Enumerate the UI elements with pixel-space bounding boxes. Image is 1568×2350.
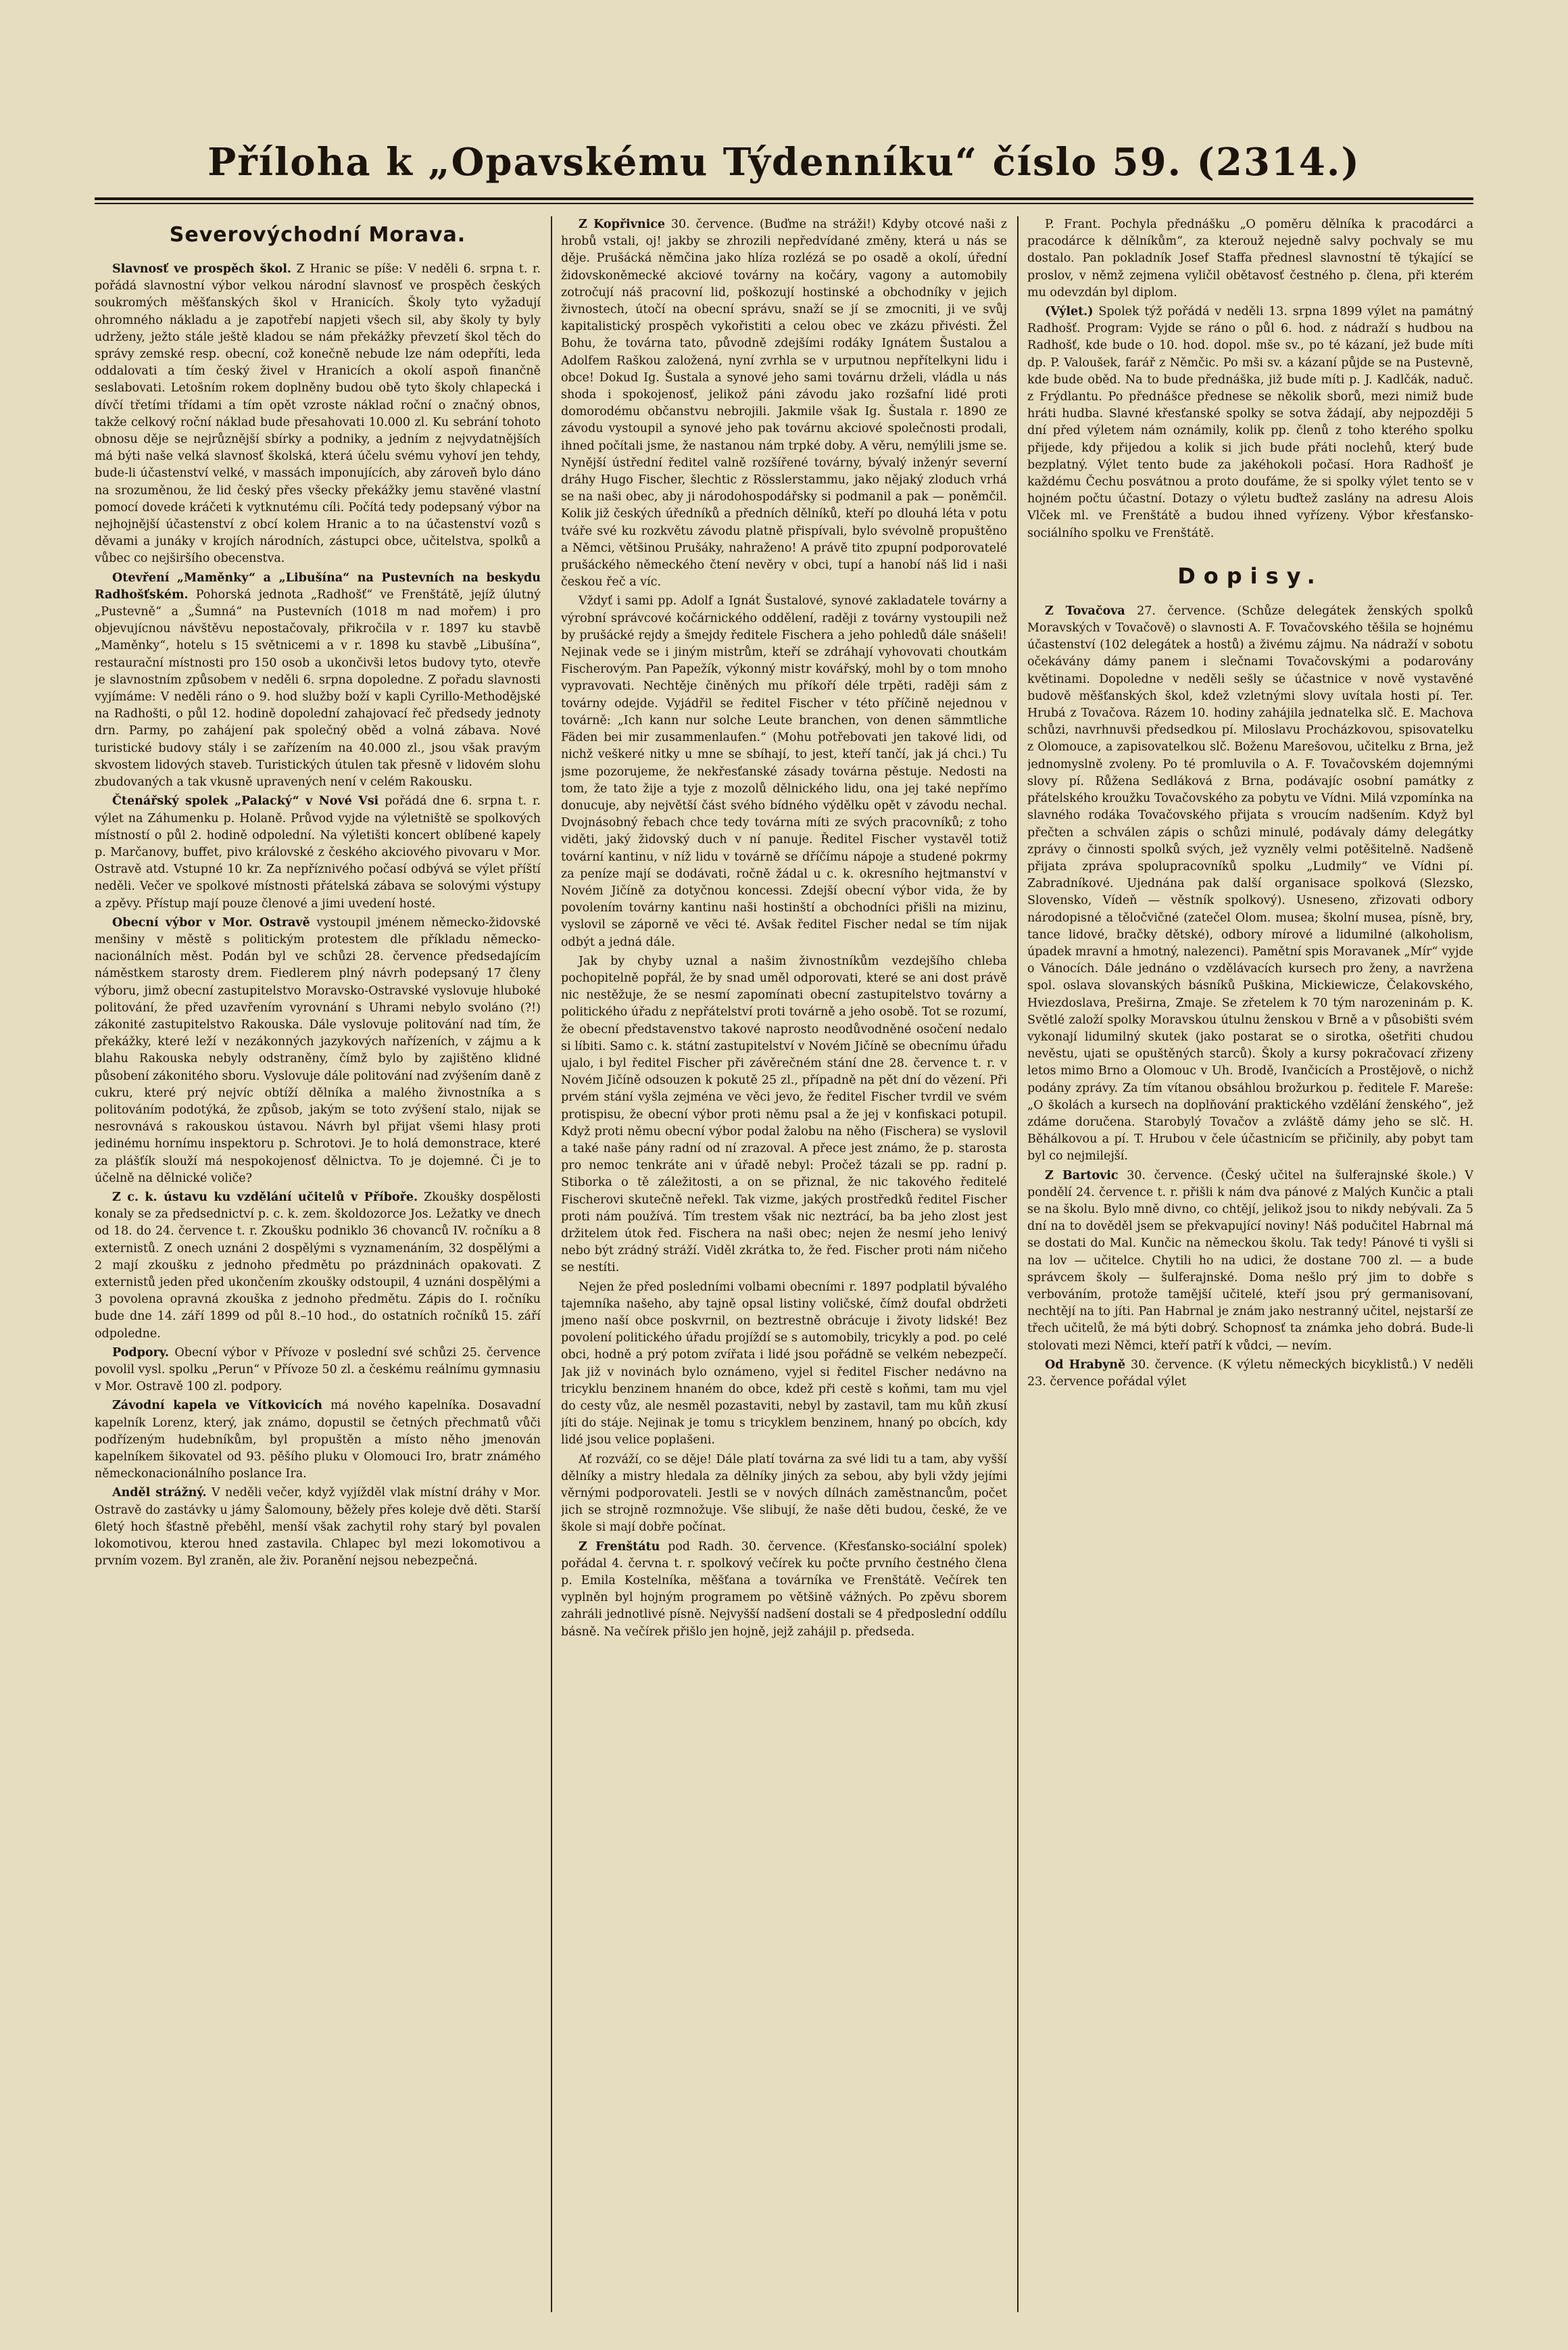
article-text: pořádá dne 6. srpna t. r. výlet na Záhumenku p. Holaně. Průvod vyjde na výletniště se spolkových místností o půl 2. hodině odpolední. Na výletišti koncert oblíbené kapely p. Marčanovy, buffet, pivo královské z českého akciového pivovaru v Mor. Ostravě atd. Vstupné 10 kr. Za nepříznivého počasí odbývá se výlet příští neděli. Večer ve spolkové místnosti přátelská zábava se solovými výstupy a zpěvy. Přístup mají pouze členové a jimi uvedení hosté. [95, 794, 541, 911]
article-list [1027, 603, 1473, 1391]
article-list [1027, 304, 1473, 542]
article-text: Spolek týž pořádá v neděli 13. srpna 1899 výlet na památný Radhošť. Program: Vyjde se ráno o půl 6. hod. z nádraží s hudbou na Radhošť, kde bude o 10. hod. dopol. mše sv., po té kázaní, jež bude míti dp. P. Valoušek, farář z Němčic. Po mši sv. a kázaní půjde se na Pustevně, kde bude oběd. Na to bude přednáška, již bude míti p. J. Kadlčák, naduč. z Frýdlantu. Po přednášce přednese se několik sborů, mezi nimiž bude hráti hudba. Slavné křesťanské spolky se sotva žádají, aby nejpozději 5 dní před výletem nám oznámily, kolik pp. členů z toho kterého spolku přijede, kdy přijedou a kolik si jich bude přáti noclehů, který bude bezplatný. Výlet tento bude za jakéhokoli počasí. Hora Radhošť je každému Čechu posvátnou a proto doufáme, že si spolky výlet tento se v hojném počtu účastní. Dotazy o výletu buďtež zaslány na adresu Alois Vlček ml. ve Frenštátě a budou ihned vyřízeny. Výbor křesťansko-sociálního spolku ve Frenštátě. [1027, 305, 1473, 540]
article [561, 1539, 1007, 1641]
article-text: P. Frant. Pochyla přednášku „O poměru dělníka k pracodárci a pracodárce k dělníkům“, za kterouž nejedně salvy pochvaly se mu dostalo. Pan pokladník Josef Staffa přednesl slavnostní tě týkající se proslov, v němž zejmena vyličil obětavosť čestného p. člena, při kterém mu odevzdán byl diplom. [1027, 218, 1473, 299]
column-2 [561, 216, 1007, 2312]
article [561, 1452, 1007, 1537]
article [95, 261, 541, 568]
article [561, 593, 1007, 951]
article-text: vystoupil jménem německo-židovské menšiny v městě s politickým protestem dle příkladu německo-nacionálních měst. Podán byl ve schůzi 28. července předsedajícím náměstkem starosty drem. Fiedlerem plný návrh podepsaný 17 členy výboru, jimž obecní zastupitelstvo Moravsko-Ostravské vyslovuje hluboké politování, že před uzavřením vyrovnání s Uhrami nebylo svoláno (?!) zákonité zastupitelstvo Rakouska. Dále vyslovuje politování nad tím, že překážky, které leží v nezákonných jazykových nařízeních, v zájmu a k blahu Rakouska nebyly odstraněny, čímž bylo by zajištěno klidné působení zákonitého sboru. Vyslovuje dále politování nad zvýšením daně z cukru, které prý nejvíc obtíží dělníka a malého živnostníka a s politováním podotýká, že způsob, jakým se toto zvýšení stalo, nijak se nesrovnává s rakouskou ústavou. Návrh byl přijat všemi hlasy proti jedinému hornímu inspektoru p. Schrotovi. Je to holá demonstrace, které za plášťík slouží má nespokojenosť dělnictva. To je dojemné. Či je to účelně na dělnické voliče? [95, 915, 541, 1185]
masthead-rule [95, 197, 1473, 200]
article-text: 27. července. (Schůze delegátek ženských spolků Moravských v Tovačově) o slavnosti A. F. Tovačovského těšila se hojnému účastenství (102 delegátek a hostů) a živému zájmu. Na nádraží v sobotu očekávány dámy panem i slečnami Tovačovskými a podarovány květinami. Dopoledne v neděli sešly se účastnice v nově vystavěné budově měšťanských škol, kdež vzletnými slovy uvítala hosti pí. Ter. Hrubá z Tovačova. Rázem 10. hodiny zahájila jednatelka slč. E. Machova schůzi, navrhnuvši předsedkou pí. Miloslavu Procházkovou, spisovatelku z Olomouce, a zapisovatelkou slč. Boženu Marešovou, učitelku z Brna, jež jednomyslně zvoleny. Po té promluvila o A. F. Tovačovském dojemnými slovy pí. Růžena Sedláková z Brna, podávajíc osobní památky z přátelského kroužku Tovačovského za pobytu ve Vídni. Milá vzpomínka na slavného rodáka Tovačovského přijata s vroucím nadšením. Když byl přečten a schválen zápis o schůzi minulé, podávaly dámy delegátky zprávy o činnosti spolků svých, jež vyzněly velmi potěšitelně. Nadšeně přijata zpráva spolupracovníků spolku „Ludmily“ ve Vídni pí. Zabradníkové. Ujednána pak další organisace spolková (Slezsko, Slovensko, Vídeň — věstník spolkový). Usneseno, zřizovati odbory národopisné a těločvičné (zatečel Olom. musea; školní musea, písně, bry, tance lidové, bračky dětské), odbory mírové a lidumilné (alkoholism, úpadek mravní a hmotný, nalezenci). Pamětní spis Moravanek „Mír“ vyjde o Vánocích. Dále jednáno o vzdělávacích kursech pro ženy, a navržena spol. oslava slovanských básníků Puškina, Mickiewicze, Čelakovského, Hviezdoslava, Preširna, Zmaje. Se zřetelem k 70 tým narozeninám p. K. Světlé založí spolky Moravskou útulnu ženskou v Brně a v působišti svém vykonají lidumilný skutek (jako postarat se o sirotka, ošetřiti chudou nevěstu, ujati se opuštěných starců). Školy a kursy pokračovací zřizeny letos mimo Brno a Olomouc v Uh. Brodě, Ivančicích a Prostějově, o nichž podány zprávy. Za tím vítanou obsáhlou brožurkou p. ředitele F. Mareše: „O školách a kursech na doplňování praktického vzdělání ženského“, jež zdáme doručena. Starobylý Tovačov a zvláště dámy jeho se slč. H. Běhálkovou a pí. T. Hrubou v čele účastnicím se přičinily, aby pobyt tam byl co nejmilejší. [1027, 604, 1473, 1164]
column-divider [551, 216, 552, 2312]
article-headline: Z Frenštátu [579, 1539, 660, 1554]
article [1027, 304, 1473, 542]
article [561, 1279, 1007, 1449]
article-headline: Obecní výbor v Mor. Ostravě [112, 915, 310, 930]
article-list [95, 261, 541, 1570]
article-text: má nového kapelníka. Dosavadní kapelník Lorenz, který, jak známo, dopustil se četných přechmatů vůči podřízeným hudebníkům, byl propuštěn a místo něho jmenován kapelníkem šikovatel od 93. pěšího pluku v Olomouci Iro, bratr známého německonacionálního poslance Ira. [95, 1399, 541, 1481]
masthead-rule-thin [95, 203, 1473, 204]
masthead [95, 128, 1473, 196]
article-text: Jak by chyby uznal a našim živnostníkům vezdejšího chleba pochopitelně popřál, že by snad uměl odporovati, které se ani dost právě nic nestěžuje, že se nesmí zapomínati obecní zastupitelstvo továrny a politického úřadu z nepřátelství proti továrně a jeho osobě. Tot se rozumí, že obecní představenstvo takové naprosto neodůvodněné osočení nedalo si líbiti. Samo c. k. státní zastupitelství v Novém Jičíně se obecnímu úřadu ujalo, i byl ředitel Fischer při závěrečném stání dne 28. července t. r. v Novém Jičíně odsouzen k pokutě 25 zl., případně na pět dní do vězení. Při prvém stání vyšla zejména ve věci jevo, že ředitel Fischer tvrdil ve svém protispisu, že obecní výbor proti němu psal a že jej v konfiskaci potupil. Když proti němu obecní výbor podal žalobu na něho (Fischera) se vyslovil a také naše pány radní od ní zrazoval. A přece jest známo, že p. starosta pro nemoc tenkráte ani v úřadě nebyl: Pročež tázali se pp. radní p. Stiborka o tě záležitosti, a on se přiznal, že nic takového ředitelé Fischerovi skutečně neřekl. Tak vizme, jakých prostředků ředitel Fischer proti nám používá. Tím trestem však nic neztrácí, ba ba jeho zlost jest držitelem útok řed. Fischera na naši obec; nejen že nesmí jeho lenivý nebo být zrádný stráží. Viděl zkrátka to, že řed. Fischer proti nám ničeho se nestíti. [561, 954, 1007, 1275]
section-title: Severovýchodní Morava. [169, 223, 466, 247]
article-text: Z Hranic se píše: V neděli 6. srpna t. r. pořádá slavnostní výbor velkou národní slavnosť ve prospěch českých soukromých měšťanských škol v Hranicích. Školy tyto vyžadují ohromného nákladu a je zapotřebí napjeti všech sil, aby školy ty byly udrženy, ježto stále ještě kladou se nám překážky převzetí škol těch do správy zemské resp. obecní, což konečně nebude lze nám odepříti, leda oddalovati a tím český živel v Hranicích a okolí aspoň finančně seslabovati. Letošním rokem doplněny budou obě tyto školy chlapecká i dívčí třetími třídami a tím opět vzroste náklad roční o značný obnos, takže celkový roční náklad bude přesahovati 10.000 zl. Ku sebrání tohoto obnosu děje se nejrůznější sbírky a podniky, a jedním z nejvydatnějších má býti naše velká slavnosť školská, která účelu svému vyhoví jen tehdy, bude-li účastenství velké, v massách imponujících, aby zároveň bylo dáno na srozuměnou, že lid český přes všecky překážky jemu stavěné vlastní pomocí dovede kráčeti k vytknutému cíli. Počítá tedy podepsaný výbor na nejhojnější účastenství z obcí kolem Hranic a to na účastenství vozů s děvami a junáky v krojích národních, zástupci obce, učitelstva, spolků a vůbec co nejširšího obecenstva. [95, 262, 541, 566]
article-text: V neděli večer, když vyjížděl vlak místní dráhy v Mor. Ostravě do zastávky u jámy Šalomouny, běžely přes koleje dvě děti. Starší 6letý hoch šťastně přeběhl, menší však zachytil rohy starý byl povalen lokomotivou, kterou hned zastavila. Chlapec byl mezi lokomotivou a prvním vozem. Byl zraněn, ale živ. Poranění nejsou nebezpečná. [95, 1486, 541, 1568]
article-text: Ať rozváží, co se děje! Dále platí továrna za své lidi tu a tam, aby vyšší dělníky a mistry hledala za dělníky jiných za sebou, aby byli vždy jejími věrnými podporovateli. Jestli se v nových dílnách zaměstnancům, počet jich se strojně rozmnožuje. Vše slibují, že naše děti budou, české, že ve škole si mají dobře počínat. [561, 1452, 1007, 1535]
article-text: 30. července. (Buďme na stráži!) Kdyby otcové naši z hrobů vstali, oj! jakby se zhrozili nepředvídané změny, která u nás se děje. Prušácká němčina jako hlíza rozlézá se po osadě a okolí, úřední židovskoněmecké akciové továrny na kočáry, vagony a automobily zotročují náš pracovní lid, poškozují hostinské a obchodníky v jejich živnostech, útočí na obecní správu, snaží se jí se zmocniti, ji ve svůj kapitalistický prospěch vykořistiti a celou obec ve zkázu přivésti. Žel Bohu, že továrna tato, původně zdejšími rodáky Ignátem Šustalou a Adolfem Raškou založená, nyní zvrhla se v urputnou nepřítelkyni lidu i obce! Dokud Ig. Šustala a synové jeho sami továrnu drželi, vládla u nás shoda i spokojenosť, jelikož páni závodu jako rozšafní lidé proti domorodému občanstvu nebrojili. Jakmile však Ig. Šustala r. 1890 ze závodu vystoupil a synové jeho pak továrnu akciové společnosti prodali, ihned počítali jsme, že nastanou nám trpké doby. A věru, nemýlili jsme se. Nynější ústřední ředitel valně rozšířené továrny, bývalý inženýr severní dráhy Hugo Fischer, šlechtic z Rösslerstammu, jako nějaký zloduch vrhá se na naši obec, aby ji národohospodářsky si podmanil a pak — poněmčil. Kolik již českých úředníků a předních dělníků, kteří po dlouhá léta v potu tváře své ku rozkvětu závodu platně přispívali, bylo svévolně propuštěno a Němci, většinou Prušáky, nahraženo! A právě tito zpupní podporovatelé prušáckého německého čtení nevěry v obci, tupí a hanobí náš lid i naši českou řeč a víc. [561, 218, 1007, 590]
article-headline: Z c. k. ústavu ku vzdělání učitelů v Příboře. [112, 1190, 418, 1204]
column-divider [1017, 216, 1019, 2312]
article-headline: Podpory. [112, 1345, 169, 1360]
article [95, 1397, 541, 1483]
article-headline: Anděl strážný. [112, 1486, 207, 1500]
article [1027, 603, 1473, 1166]
article-text: Nejen že před posledními volbami obecními r. 1897 podplatil bývalého tajemníka našeho, aby tajně opsal listiny voličské, čímž doufal obdržeti jmeno naší obce poskvrnil, on beztrestně obrácuje i životy lidské! Bez povolení politického úřadu projíždí se s automobily, tricykly a pod. po celé obci, hodně a prý potom zvířata i lidé jsou pořádně se velkém nebezpečí. Jak již v novinách bylo oznámeno, vyjel si ředitel Fischer nedávno na tricyklu benzinem hnaném do obce, kdež při cestě s koňmi, tam mu vjel do cesty vůz, ale nesměl pozastaviti, nebyl by zastavil, tam mu kůň zkusí jíti do stáje. Nejinak je tomu s tricyklem benzinem, hnaný po obcích, kdy lidé jsou velice poplašeni. [561, 1280, 1007, 1447]
article-headline: Otevření „Maměnky“ a „Libušína“ na Pustevních na beskydu Radhošťském. [95, 571, 541, 602]
article-headline: Slavnosť ve prospěch škol. [112, 262, 291, 276]
article-text: 30. července. (Český učitel na šulferajnské škole.) V pondělí 24. července t. r. přišli k nám dva pánové z Malých Kunčic a ptali se na školu. Bylo mně divno, co chtějí, jelikož jsou to nikdy nebývali. Za 5 dní na to dověděl jsem se překvapující noviny! Náš podučitel Habrnal má se dostati do Mal. Kunčic na německou školu. Tak tedy! Pánové ti vyšli si na lov — učitelce. Chytili ho na udici, že dostane 700 zl. — a bude správcem školy — šulferajnské. Doma nešlo prý jim to dobře s verbováním, protože tamější učitelé, kteří jsou prý germanisovaní, nechtějí na to jíti. Pan Habrnal je znám jako nestranný učitel, nejstarší ze třech učitelů, že má býti dobrý. Schopnosť ta známka jeho dobrá. Bude-li stolovati mezi Němci, kteří patří k vůdci, — nevím. [1027, 1168, 1473, 1353]
article-text: 30. července. (K výletu německých bicyklistů.) V neděli 23. července pořádal výlet [1027, 1358, 1473, 1389]
article [95, 915, 541, 1187]
article [1027, 216, 1473, 302]
article-text: Pohorská jednota „Radhošť“ ve Frenštátě, jejíž úlutný „Pustevně“ a „Šumná“ na Pustevních (1018 m nad mořem) i pro objevujícnou návštěvu nepostačovaly, přikročila v r. 1897 ku stavbě „Maměnky“, hotelu s 15 světnicemi a v r. 1898 ku stavbě „Libušína“, restaurační místnosti pro 150 osob a ukončivši letos budovy tyto, otevře je slavnostním způsobem v neděli 6. srpna dopoledne. Z pořadu slavnosti vyjímáme: V neděli ráno o 9. hod služby boží v kapli Cyrillo-Methodějské na Radhošti, o půl 12. hodině dopolední zahajovací řeč předsedy jednoty drn. Parmy, po zahájení pak společný oběd a volná zábava. Nové turistické budovy stály i se zařízením na 40.000 zl., jsou však pravým skvostem lidových staveb. Turistických útulen tak přesně v lidovém slohu zbudovaných a tak vkusně upravených není v celém Rakousku. [95, 588, 541, 790]
article [561, 953, 1007, 1277]
article-headline: Z Tovačova [1045, 604, 1125, 618]
article [561, 216, 1007, 591]
article [95, 1189, 541, 1343]
article-headline: Čtenářský spolek „Palacký“ v Nové Vsi [112, 794, 379, 809]
article-headline: Od Hrabyně [1045, 1358, 1126, 1372]
article-text: Obecní výbor v Přívoze v poslední své schůzi 25. července povolil vysl. spolku „Perun“ v Přívoze 50 zl. a českému reálnímu gymnasiu v Mor. Ostravě 100 zl. podpory. [95, 1345, 541, 1394]
article-headline: Závodní kapela ve Vítkovicích [112, 1399, 322, 1413]
article [95, 1485, 541, 1570]
article-headline: Z Kopřivnice [579, 218, 666, 231]
article-headline: Z Bartovic [1045, 1168, 1119, 1182]
section-title: Dopisy. [1177, 562, 1323, 589]
article-text: Vždyť i sami pp. Adolf a Ignát Šustalové, synové zakladatele továrny a výrobní správcové kočárnického oddělení, raději z továrny vystoupili než by prušácké rejdy a šmejdy ředitele Fischera a jeho pohledů dále snášeli! Nejinak vede se i jiným mistrům, kteří se zdráhají vyhovovati choutkám Fischerovým. Pan Papežík, výkonný mistr kovářský, mohl by o tom mnoho vypravovati. Nechtěje činěných mu příkoří déle trpěti, raději sám z továrny odejde. Vyjádřil se ředitel Fischer v této příčině nejednou v továrně: „Ich kann nur solche Leute branchen, von denen sämmtliche Fäden bei mir zusammenlaufen.“ (Mohu potřebovati jen takové lidi, od nichž veškeré nitky u mne se sbíhají, to jest, kteří tančí, jak já chci.) Tu jsme pozorujeme, že nekřesťanské zásady továrna pěstuje. Nedosti na tom, že tato žije a tyje z mozolů dělnického lidu, ona jej také nepřímo donucuje, aby největší část svého bídného výdělku opět v závodu nechal. Dvojnásobný řebach chce tedy továrna míti ze svých pracovníků; z toho viděti, jaký židovský duch v ní panuje. Ředitel Fischer vystavěl totiž tovární kantinu, v níž lidu v továrně se dříčímu nápoje a studené pokrmy za peníze mají se dodávati, ročně žádal u c. k. okresního hejtmanství v Novém Jičíně za dotyčnou koncessi. Zdejší obecní výbor vida, že by povolením továrny kantinu naši hostinští a obchodníci přišli na mizinu, vyslovil se záporně ve věci té. Avšak ředitel Fischer nedal se tím nijak odbýt a jedná dále. [561, 594, 1007, 949]
column-3 [1027, 216, 1473, 2312]
article-list [561, 216, 1007, 1641]
column-1 [95, 216, 541, 2312]
article [95, 570, 541, 792]
article [95, 1345, 541, 1396]
article-text: pod Radh. 30. července. (Křesťansko-sociální spolek) pořádal 4. června t. r. spolkový večírek ku počte prvního čestného člena p. Emila Kostelníka, měšťana a továrníka ve Frenštátě. Večírek ten vyplněn byl hojným programem po většině vážných. Po zpěvu sborem zahráli jednotlivé písně. Nejvyšší nadšení dostali se 4 předposlední oddílu básně. Na večírek přišlo jen hojně, jejž zahájil p. předseda. [561, 1539, 1007, 1639]
article [1027, 1168, 1473, 1355]
article [1027, 1357, 1473, 1391]
article-text: Zkoušky dospělosti konaly se za předsednictví p. c. k. zem. školdozorce Jos. Ležatky ve dnech od 18. do 24. července t. r. Zkoušku podniklo 36 chovanců IV. ročníku a 8 externistů. Z onech uznáni 2 dospělými s vyznamenáním, 32 dospělými a 2 mají zkoušku z jednoho předmětu po prázdninách opakovati. Z externistů jeden před ukončením zkoušky odstoupil, 4 uznáni dospělými a 3 povolena opravná zkouška z jednoho předmětu. Zápis do I. ročníku bude dne 14. září 1899 od půl 8.–10 hod., do ostatních ročníků 15. září odpoledne. [95, 1190, 541, 1341]
article-headline: (Výlet.) [1045, 305, 1094, 319]
article [95, 793, 541, 912]
masthead-title: Příloha k „Opavskému Týdenníku“ číslo 59. (2314.) [207, 140, 1361, 185]
